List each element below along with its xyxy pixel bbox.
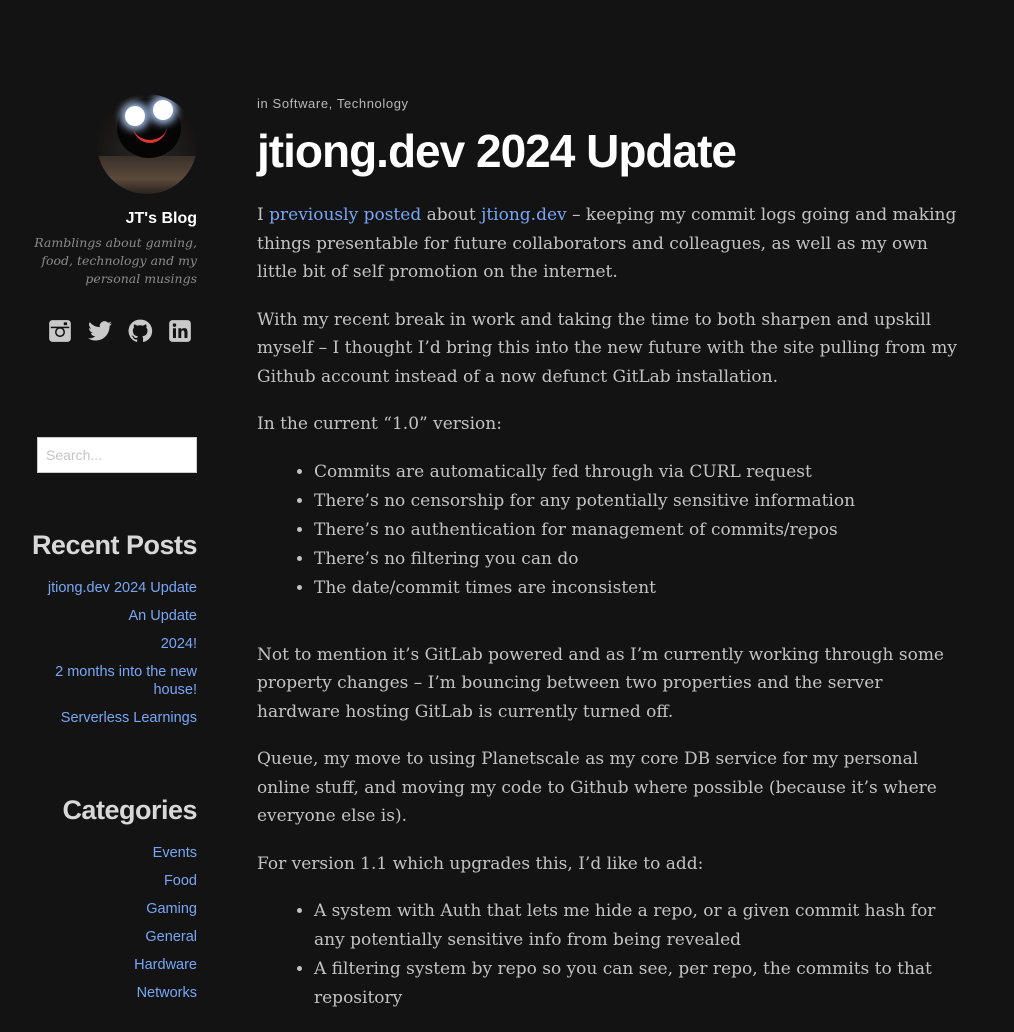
list-item <box>30 663 197 699</box>
post-paragraph: With my recent break in work and taking the time to both sharpen and upskill myself – I thought I’d bring this into the new future with the site pulling from my Github account instead of a now defunct GitLab installation. <box>257 309 957 387</box>
avatar-background <box>97 156 197 194</box>
recent-posts-widget <box>30 530 197 727</box>
category-link[interactable]: Networks <box>136 985 197 1001</box>
list-item: • There’s no filtering you can do <box>314 545 957 574</box>
post-meta: in Software, Technology <box>257 96 409 111</box>
list-item <box>30 635 197 653</box>
category-link-technology[interactable]: Technology <box>336 96 409 111</box>
list-item: • The date/commit times are inconsistent <box>314 574 957 603</box>
list-item <box>30 900 197 918</box>
categories-list <box>30 844 197 1002</box>
recent-posts-list <box>30 579 197 727</box>
list-item: • A filtering system by repo so you can see, per repo, the commits to that repository <box>314 955 957 1013</box>
sidebar <box>30 94 197 1012</box>
post-paragraph: Queue, my move to using Planetscale as my core DB service for my personal online stuff, and moving my code to Github where possible (because it’s where everyone else is). <box>257 749 937 826</box>
list-item <box>30 709 197 727</box>
recent-post-link[interactable]: 2024! <box>160 636 197 652</box>
post-title[interactable]: jtiong.dev 2024 Update <box>257 125 737 177</box>
search-input[interactable] <box>37 437 197 473</box>
previously-posted-link[interactable]: previously posted <box>269 205 422 225</box>
github-icon[interactable] <box>127 318 153 344</box>
blog-description: Ramblings about gaming, food, technology and my personal musings <box>34 235 197 286</box>
jtiong-dev-link[interactable]: jtiong.dev <box>481 205 567 225</box>
post-paragraph: For version 1.1 which upgrades this, I’d like to add: <box>257 853 704 874</box>
list-item <box>30 844 197 862</box>
list-item: • There’s no authentication for management of commits/repos <box>314 516 957 545</box>
category-link[interactable]: Hardware <box>134 957 197 973</box>
post-paragraph <box>257 201 957 287</box>
post-paragraph: In the current “1.0” version: <box>257 414 502 434</box>
recent-post-link[interactable]: Serverless Learnings <box>60 710 197 726</box>
avatar[interactable] <box>97 94 197 194</box>
post-paragraph: Not to mention it’s GitLab powered and as I’m currently working through some property changes – I’m bouncing between two properties and the server hardware hosting GitLab is currently turned off. <box>257 644 944 722</box>
recent-post-link[interactable]: 2 months into the new house! <box>55 664 197 698</box>
category-link-software[interactable]: Software <box>272 96 329 111</box>
blog-title[interactable]: JT's Blog <box>125 210 197 227</box>
twitter-icon[interactable] <box>87 318 113 344</box>
category-link[interactable]: Food <box>163 873 197 889</box>
recent-posts-heading: Recent Posts <box>31 530 197 560</box>
list-item <box>30 607 197 625</box>
avatar-eye-right <box>153 100 173 120</box>
social-links <box>30 318 197 344</box>
text-span: about <box>421 205 482 225</box>
list-item <box>30 984 197 1002</box>
list-item <box>30 956 197 974</box>
text-span: I <box>257 205 270 225</box>
search-widget <box>30 437 197 473</box>
version-1-1-list <box>257 897 957 1013</box>
linkedin-icon[interactable] <box>167 318 193 344</box>
avatar-eye-left <box>125 106 145 126</box>
current-version-list <box>257 458 957 603</box>
meta-prefix: in <box>257 96 269 111</box>
list-item <box>30 872 197 890</box>
instagram-icon[interactable] <box>47 318 73 344</box>
list-item: • There’s no censorship for any potentially sensitive information <box>314 487 957 516</box>
post-article <box>257 96 957 1032</box>
recent-post-link[interactable]: An Update <box>128 608 197 624</box>
list-item <box>30 579 197 597</box>
categories-heading: Categories <box>62 795 197 825</box>
recent-post-link[interactable]: jtiong.dev 2024 Update <box>47 580 197 596</box>
category-link[interactable]: Gaming <box>146 901 197 917</box>
categories-widget <box>30 795 197 1002</box>
category-link[interactable]: Events <box>152 845 197 861</box>
list-item: • Commits are automatically fed through via CURL request <box>314 458 957 487</box>
text-span: – keeping my commit logs going and making things presentable for future collaborators and colleagues, as well as my own little bit of self promotion on the internet. <box>257 205 957 282</box>
category-link[interactable]: General <box>145 929 197 945</box>
list-item: • A system with Auth that lets me hide a repo, or a given commit hash for any potentially sensitive info from being revealed <box>314 897 957 955</box>
list-item <box>30 928 197 946</box>
